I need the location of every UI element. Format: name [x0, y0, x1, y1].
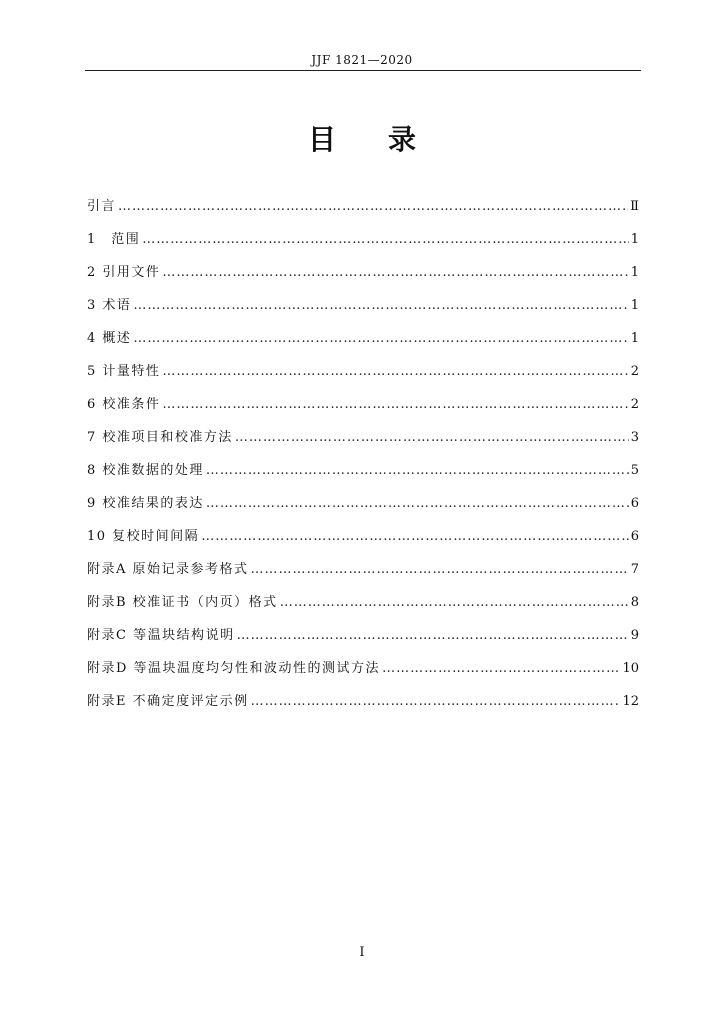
toc-leader-dots [382, 661, 620, 676]
toc-leader-dots [133, 298, 628, 313]
toc-entry-appendix-a[interactable] [87, 558, 639, 591]
toc-leader-dots [237, 628, 629, 643]
toc-entry-page: 1 [630, 331, 639, 346]
toc-entry-label: 4 概述 [87, 331, 132, 346]
toc-entry-page: Ⅱ [630, 199, 639, 214]
toc-entry-page: 10 [622, 661, 639, 676]
toc-entry-page: 12 [622, 694, 639, 709]
toc-entry-label: 7 校准项目和校准方法 [87, 430, 233, 445]
toc-entry-page: 3 [630, 430, 639, 445]
toc-entry-foreword[interactable] [87, 195, 639, 228]
toc-entry-label: 附录A 原始记录参考格式 [87, 562, 249, 577]
toc-entry-label: 1 范围 [87, 232, 141, 247]
toc-leader-dots [162, 397, 628, 412]
toc-entry-label: 2 引用文件 [87, 265, 161, 280]
toc-leader-dots [162, 364, 628, 379]
toc-leader-dots [133, 331, 628, 346]
toc-title: 目录 [307, 123, 468, 156]
toc-list [87, 195, 639, 723]
toc-entry-page: 6 [630, 496, 639, 511]
toc-leader-dots [235, 430, 629, 445]
toc-entry-calibration-items-methods[interactable] [87, 426, 639, 459]
toc-entry-references[interactable] [87, 261, 639, 294]
toc-entry-appendix-d[interactable] [87, 657, 639, 690]
page-number: I [359, 945, 365, 960]
toc-entry-overview[interactable] [87, 327, 639, 360]
toc-entry-page: 5 [630, 463, 639, 478]
toc-entry-appendix-c[interactable] [87, 624, 639, 657]
toc-leader-dots [251, 562, 629, 577]
toc-entry-label: 附录D 等温块温度均匀性和波动性的测试方法 [87, 661, 381, 676]
toc-entry-label: 3 术语 [87, 298, 132, 313]
document-code: JJF 1821—2020 [311, 53, 413, 67]
toc-entry-page: 6 [630, 529, 639, 544]
toc-entry-page: 1 [630, 298, 639, 313]
toc-leader-dots [118, 199, 628, 214]
header-rule [85, 70, 641, 71]
toc-entry-data-processing[interactable] [87, 459, 639, 492]
toc-entry-page: 8 [630, 595, 639, 610]
toc-entry-calibration-conditions[interactable] [87, 393, 639, 426]
toc-entry-page: 2 [630, 364, 639, 379]
toc-leader-dots [162, 265, 628, 280]
toc-entry-recalibration-interval[interactable] [87, 525, 639, 558]
toc-entry-appendix-b[interactable] [87, 591, 639, 624]
toc-entry-terms[interactable] [87, 294, 639, 327]
toc-entry-label: 8 校准数据的处理 [87, 463, 204, 478]
toc-leader-dots [142, 232, 628, 247]
toc-entry-label: 5 计量特性 [87, 364, 161, 379]
toc-entry-page: 1 [630, 232, 639, 247]
toc-entry-label: 引言 [87, 199, 117, 214]
toc-entry-label: 10 复校时间间隔 [87, 529, 200, 544]
toc-entry-appendix-e[interactable] [87, 690, 639, 723]
toc-entry-page: 1 [630, 265, 639, 280]
toc-entry-page: 2 [630, 397, 639, 412]
toc-entry-label: 9 校准结果的表达 [87, 496, 204, 511]
toc-entry-label: 附录C 等温块结构说明 [87, 628, 235, 643]
toc-entry-label: 附录B 校准证书（内页）格式 [87, 595, 278, 610]
toc-entry-page: 9 [630, 628, 639, 643]
toc-leader-dots [280, 595, 629, 610]
toc-leader-dots [206, 496, 629, 511]
toc-entry-label: 6 校准条件 [87, 397, 161, 412]
toc-entry-metrological-characteristics[interactable] [87, 360, 639, 393]
toc-leader-dots [206, 463, 629, 478]
toc-entry-page: 7 [630, 562, 639, 577]
toc-entry-scope[interactable] [87, 228, 639, 261]
toc-leader-dots [251, 694, 621, 709]
toc-entry-result-expression[interactable] [87, 492, 639, 525]
toc-entry-label: 附录E 不确定度评定示例 [87, 694, 249, 709]
toc-leader-dots [201, 529, 629, 544]
